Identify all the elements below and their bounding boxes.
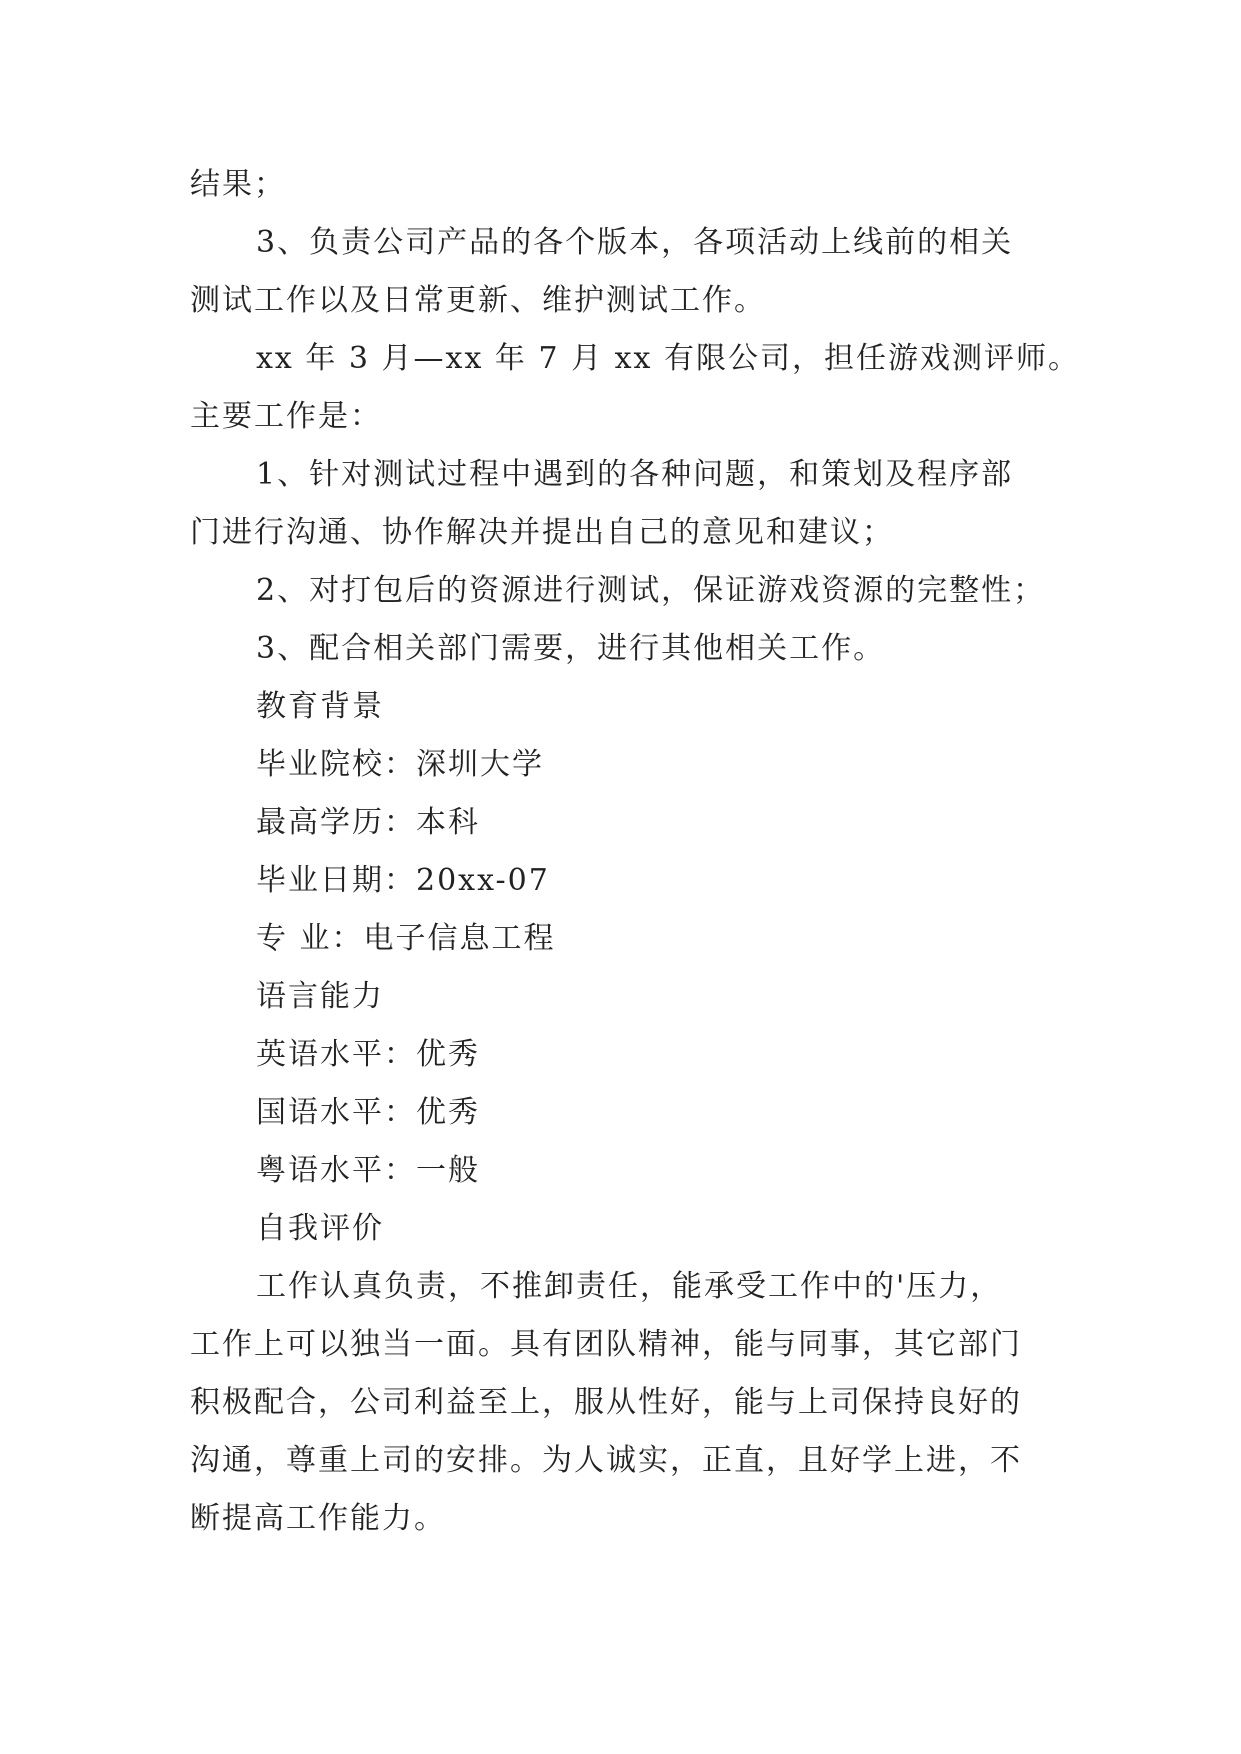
text-line: 工作上可以独当一面。具有团队精神，能与同事，其它部门 [190, 1327, 1022, 1362]
text-line: 沟通，尊重上司的安排。为人诚实，正直，且好学上进，不 [190, 1443, 1022, 1478]
language-mandarin: 国语水平：优秀 [256, 1095, 480, 1130]
text-line: 3、配合相关部门需要，进行其他相关工作。 [256, 631, 886, 666]
document-body [190, 156, 1080, 1548]
section-heading-language: 语言能力 [256, 979, 384, 1014]
text-line: 2、对打包后的资源进行测试，保证游戏资源的完整性； [256, 573, 1046, 608]
text-line: 结果； [190, 167, 286, 202]
text-line: 门进行沟通、协作解决并提出自己的意见和建议； [190, 515, 894, 550]
text-line: 主要工作是： [190, 399, 382, 434]
section-heading-education: 教育背景 [256, 689, 384, 724]
text-line: 1、针对测试过程中遇到的各种问题，和策划及程序部 [256, 457, 1014, 492]
text-line: 断提高工作能力。 [190, 1501, 446, 1536]
education-degree: 最高学历：本科 [256, 805, 480, 840]
language-cantonese: 粤语水平：一般 [256, 1153, 480, 1188]
text-line: 积极配合，公司利益至上，服从性好，能与上司保持良好的 [190, 1385, 1022, 1420]
text-line: xx 年 3 月—xx 年 7 月 xx 有限公司，担任游戏测评师。 [256, 341, 1080, 376]
education-graduation-date: 毕业日期：20xx-07 [256, 863, 550, 898]
text-line: 3、负责公司产品的各个版本，各项活动上线前的相关 [256, 225, 1014, 260]
education-school: 毕业院校：深圳大学 [256, 747, 544, 782]
section-heading-self-evaluation: 自我评价 [256, 1211, 384, 1246]
education-major: 专 业：电子信息工程 [256, 921, 556, 956]
text-line: 测试工作以及日常更新、维护测试工作。 [190, 283, 766, 318]
text-line: 工作认真负责，不推卸责任，能承受工作中的'压力， [256, 1269, 1003, 1304]
language-english: 英语水平：优秀 [256, 1037, 480, 1072]
